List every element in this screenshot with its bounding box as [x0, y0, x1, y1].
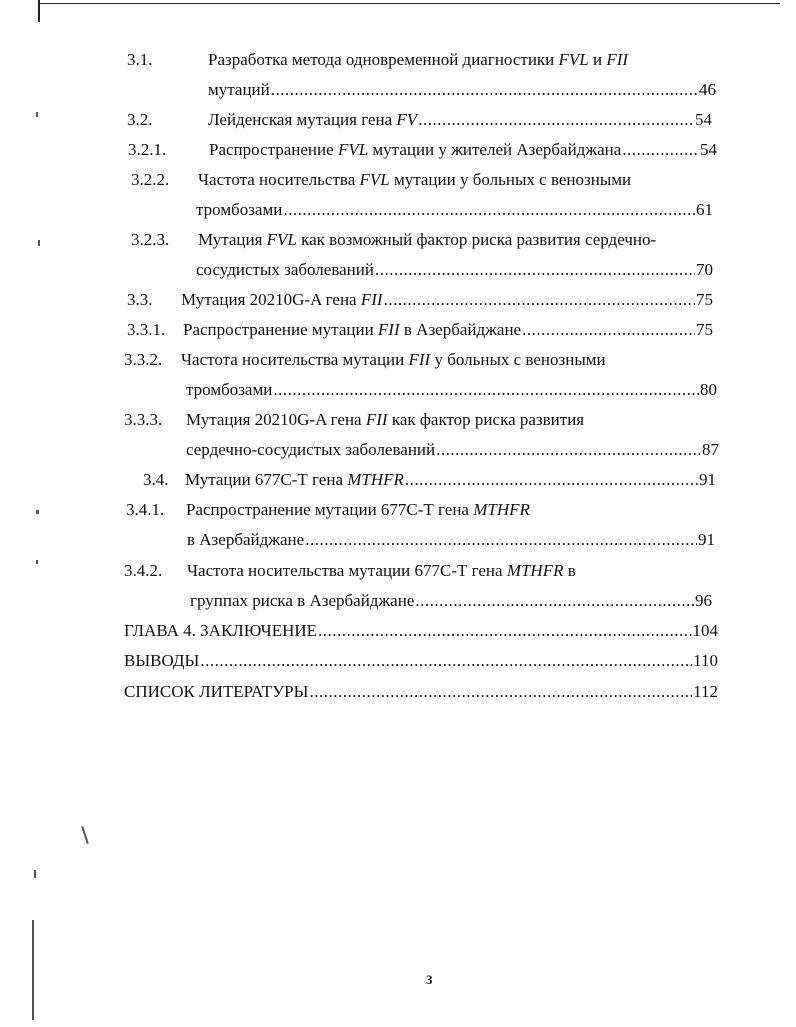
page-ref: 75	[696, 320, 713, 339]
leader-dots	[415, 591, 694, 611]
chapter-title: ГЛАВА 4. ЗАКЛЮЧЕНИЕ	[124, 621, 318, 640]
toc-number: 3.2.	[127, 110, 153, 129]
gene-name: FII	[377, 320, 400, 339]
toc-number: 3.2.1.	[128, 140, 167, 159]
title-text: в Азербайджане	[187, 530, 305, 549]
gene-name: FVL	[337, 140, 369, 159]
title-text: тромбозами	[186, 380, 273, 399]
gene-name: MTHFR	[347, 470, 404, 489]
title-text: Мутации 677С-Т гена MTHFR	[185, 470, 404, 489]
page-ref: 87	[702, 440, 719, 459]
toc-number: 3.3.1.	[127, 320, 166, 339]
gene-name: FII	[360, 290, 383, 309]
leader-dots	[522, 320, 695, 340]
page-ref: 54	[700, 140, 717, 159]
toc-entry-title: Частота носительства FVL мутации у больных с венозными	[198, 170, 632, 189]
page-ref: 91	[699, 470, 716, 489]
leader-dots	[309, 682, 692, 702]
toc-number: 3.4.2.	[124, 561, 163, 580]
leader-dots	[622, 140, 699, 160]
toc-chapter-line	[124, 682, 718, 702]
leader-dots	[384, 290, 695, 310]
title-text: Лейденская мутация гена FV	[208, 110, 418, 129]
leader-dots	[305, 530, 697, 550]
title-text: мутаций	[208, 80, 270, 99]
leader-dots	[405, 470, 698, 490]
leader-dots	[375, 260, 695, 280]
toc-entry-line	[186, 380, 717, 400]
toc-number: 3.3.	[127, 290, 153, 309]
gene-name: FVL	[359, 170, 390, 189]
page-ref: 80	[700, 380, 717, 399]
toc-entry-line	[196, 200, 713, 220]
gene-name: FII	[408, 350, 431, 369]
title-text: и	[588, 50, 607, 69]
gene-name: MTHFR	[506, 561, 564, 580]
toc-entry-line	[190, 591, 712, 611]
toc-entry-line	[185, 470, 716, 490]
toc-number: 3.3.2.	[124, 350, 163, 369]
leader-dots	[273, 380, 699, 400]
toc-entry-line	[181, 290, 713, 310]
toc-entry-line	[208, 80, 716, 100]
toc-entry-line	[209, 140, 717, 160]
leader-dots	[283, 200, 695, 220]
page-ref: 75	[696, 290, 713, 309]
leader-dots	[318, 621, 691, 641]
toc-entry-title	[208, 50, 628, 70]
page-ref: 91	[698, 530, 715, 549]
title-text: Распространение мутации FII в Азербайджане	[183, 320, 522, 339]
gene-name: FII	[606, 50, 629, 69]
leader-dots	[271, 80, 698, 100]
leader-dots	[200, 651, 692, 671]
toc-chapter-line	[124, 651, 718, 671]
title-text: группах риска в Азербайджане	[190, 591, 415, 610]
gene-name: FV	[396, 110, 418, 129]
gene-name: FII	[365, 410, 388, 429]
chapter-title: СПИСОК ЛИТЕРАТУРЫ	[124, 682, 309, 701]
title-text: сердечно-сосудистых заболеваний	[186, 440, 436, 459]
toc-entry-title: Мутация FVL как возможный фактор риска развития сердечно-	[198, 230, 657, 249]
toc-number: 3.2.3.	[131, 230, 170, 249]
toc-entry-title: Распространение мутации 677С-Т гена MTHFR	[186, 500, 530, 519]
toc-number: 3.2.2.	[131, 170, 170, 189]
toc-number: 3.3.3.	[124, 410, 163, 429]
title-text: Разработка метода одновременной диагностики	[208, 50, 559, 69]
page-ref: 104	[692, 621, 718, 640]
toc-entry-line	[187, 530, 715, 550]
toc-number: 3.1.	[127, 50, 153, 69]
leader-dots	[436, 440, 701, 460]
page-ref: 96	[695, 591, 712, 610]
toc-number: 3.4.1.	[126, 500, 165, 519]
title-text: Мутация 20210G-A гена FII	[181, 290, 383, 309]
title-text: Распространение FVL мутации у жителей Азербайджана	[209, 140, 622, 159]
toc-chapter-line	[124, 621, 718, 641]
page-number: 3	[426, 972, 433, 987]
chapter-title: ВЫВОДЫ	[124, 651, 200, 670]
toc-entry-line	[208, 110, 712, 130]
page-ref: 61	[696, 200, 713, 219]
toc-entry-title: Мутация 20210G-A гена FII как фактор риска развития	[186, 410, 585, 429]
toc-entry-title: Частота носительства мутации 677С-Т гена MTHFR в	[187, 561, 576, 580]
gene-name: FVL	[266, 230, 297, 249]
toc-entry-line	[183, 320, 713, 340]
page-ref: 110	[693, 651, 718, 670]
gene-name: FVL	[558, 50, 589, 69]
page-ref: 54	[695, 110, 712, 129]
gene-name: MTHFR	[473, 500, 530, 519]
page-ref: 70	[696, 260, 713, 279]
page-ref: 46	[699, 80, 716, 99]
toc-entry-line	[196, 260, 713, 280]
page-ref: 112	[693, 682, 718, 701]
toc-entry-title: Частота носительства мутации FII у больных с венозными	[181, 350, 606, 369]
title-text: сосудистых заболеваний	[196, 260, 374, 279]
toc-number: 3.4.	[143, 470, 169, 489]
title-text: тромбозами	[196, 200, 283, 219]
toc-entry-line	[186, 440, 719, 460]
leader-dots	[418, 110, 694, 130]
